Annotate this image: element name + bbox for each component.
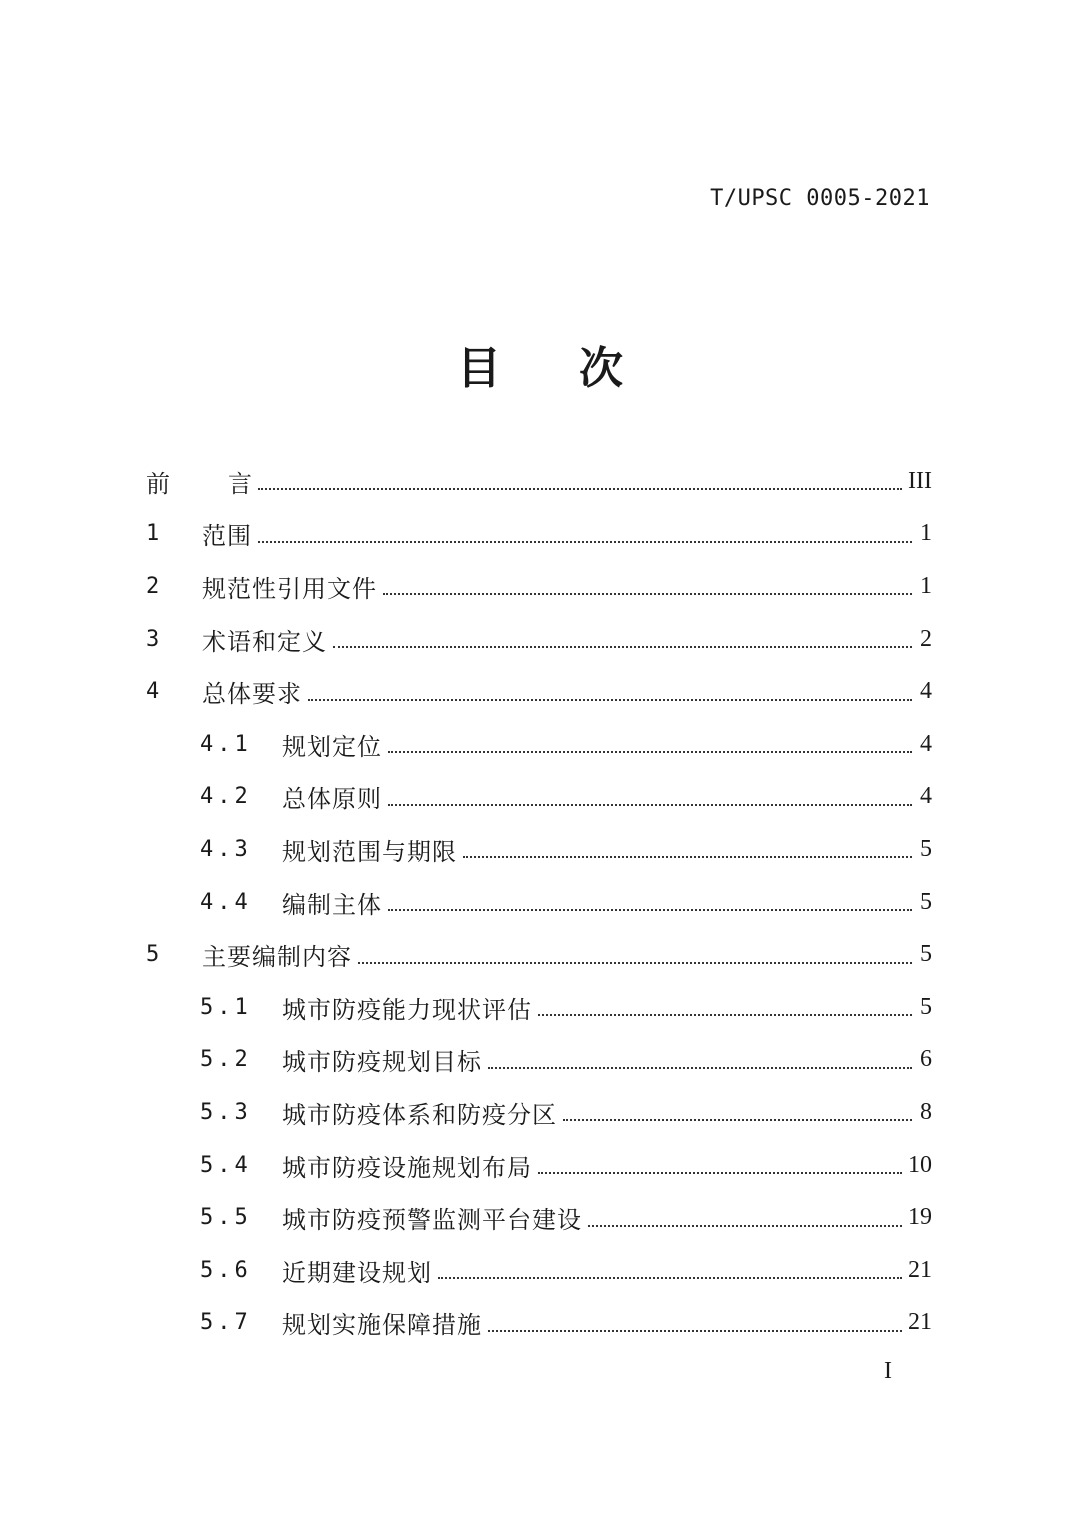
toc-entry-number: 5.3 (200, 1099, 252, 1125)
toc-entry-label: 近期建设规划 (282, 1258, 432, 1287)
table-of-contents (146, 455, 932, 1349)
dot-leader (563, 1119, 912, 1121)
dot-leader (308, 699, 912, 701)
toc-entry-number: 5.7 (200, 1310, 252, 1336)
toc-entry[interactable] (146, 560, 932, 613)
toc-entry-label: 前言 (146, 469, 310, 498)
toc-entry-label: 范围 (202, 522, 252, 551)
toc-entry[interactable] (146, 718, 932, 771)
toc-entry-number: 5 (146, 942, 160, 968)
dot-leader (258, 488, 902, 490)
toc-entry[interactable] (146, 1086, 932, 1139)
dot-leader (388, 751, 912, 753)
toc-entry-number: 1 (146, 521, 160, 547)
toc-entry-number: 2 (146, 573, 160, 599)
dot-leader (258, 541, 912, 543)
toc-entry-label: 主要编制内容 (202, 943, 352, 972)
dot-leader (388, 909, 912, 911)
toc-entry-label: 城市防疫体系和防疫分区 (282, 1100, 557, 1129)
toc-entry[interactable] (146, 665, 932, 718)
toc-entry-label: 城市防疫预警监测平台建设 (282, 1206, 582, 1235)
toc-entry-number: 3 (146, 626, 160, 652)
toc-entry-page: 8 (920, 1098, 932, 1125)
toc-entry-page: 4 (920, 678, 932, 705)
toc-entry[interactable] (146, 508, 932, 561)
toc-entry-page: 2 (920, 625, 932, 652)
toc-entry-label: 规范性引用文件 (202, 574, 377, 603)
toc-entry-number: 4.1 (200, 731, 252, 757)
dot-leader (488, 1330, 902, 1332)
toc-entry-number: 4 (146, 679, 160, 705)
toc-entry[interactable] (146, 876, 932, 929)
toc-entry-page: 21 (908, 1309, 932, 1336)
toc-entry-label: 规划范围与期限 (282, 837, 457, 866)
toc-entry-number: 5.1 (200, 994, 252, 1020)
toc-entry-number: 5.5 (200, 1205, 252, 1231)
toc-entry[interactable] (146, 928, 932, 981)
toc-entry-number: 5.2 (200, 1047, 252, 1073)
toc-entry-page: 4 (920, 783, 932, 810)
toc-entry-label: 城市防疫设施规划布局 (282, 1153, 532, 1182)
toc-entry-number: 4.3 (200, 836, 252, 862)
toc-entry-page: 5 (920, 888, 932, 915)
toc-entry-label: 编制主体 (282, 890, 382, 919)
standard-code: T/UPSC 0005-2021 (710, 186, 930, 211)
toc-entry-label: 城市防疫能力现状评估 (282, 995, 532, 1024)
toc-entry-page: 5 (920, 993, 932, 1020)
toc-entry-label: 规划定位 (282, 732, 382, 761)
toc-entry-page: 1 (920, 572, 932, 599)
toc-entry[interactable] (146, 771, 932, 824)
toc-entry-page: 5 (920, 835, 932, 862)
dot-leader (358, 962, 912, 964)
toc-entry[interactable] (146, 1034, 932, 1087)
dot-leader (538, 1172, 902, 1174)
toc-entry[interactable] (146, 1244, 932, 1297)
dot-leader (538, 1014, 912, 1016)
toc-entry[interactable] (146, 823, 932, 876)
toc-entry-number: 5.6 (200, 1257, 252, 1283)
toc-entry-page: 5 (920, 941, 932, 968)
dot-leader (463, 856, 912, 858)
toc-entry-number: 4.4 (200, 889, 252, 915)
toc-entry-page: 10 (908, 1151, 932, 1178)
toc-entry[interactable] (146, 613, 932, 666)
toc-entry-page: 21 (908, 1256, 932, 1283)
toc-entry[interactable] (146, 455, 932, 508)
dot-leader (333, 646, 912, 648)
toc-entry[interactable] (146, 1191, 932, 1244)
toc-entry-page: 1 (920, 520, 932, 547)
toc-entry-number: 5.4 (200, 1152, 252, 1178)
toc-entry-label: 总体要求 (202, 680, 302, 709)
toc-entry-page: 6 (920, 1046, 932, 1073)
dot-leader (438, 1277, 902, 1279)
dot-leader (488, 1067, 912, 1069)
dot-leader (588, 1225, 902, 1227)
page-number: I (884, 1358, 892, 1384)
toc-entry[interactable] (146, 1297, 932, 1350)
dot-leader (388, 804, 912, 806)
toc-entry-number: 4.2 (200, 784, 252, 810)
toc-entry-page: 19 (908, 1204, 932, 1231)
toc-entry-label: 城市防疫规划目标 (282, 1048, 482, 1077)
toc-entry-label: 术语和定义 (202, 627, 327, 656)
toc-entry-label: 规划实施保障措施 (282, 1311, 482, 1340)
toc-entry[interactable] (146, 981, 932, 1034)
toc-entry[interactable] (146, 1139, 932, 1192)
toc-entry-page: III (908, 467, 932, 494)
toc-entry-page: 4 (920, 730, 932, 757)
toc-entry-label: 总体原则 (282, 785, 382, 814)
dot-leader (383, 593, 912, 595)
page-title: 目次 (457, 343, 701, 394)
